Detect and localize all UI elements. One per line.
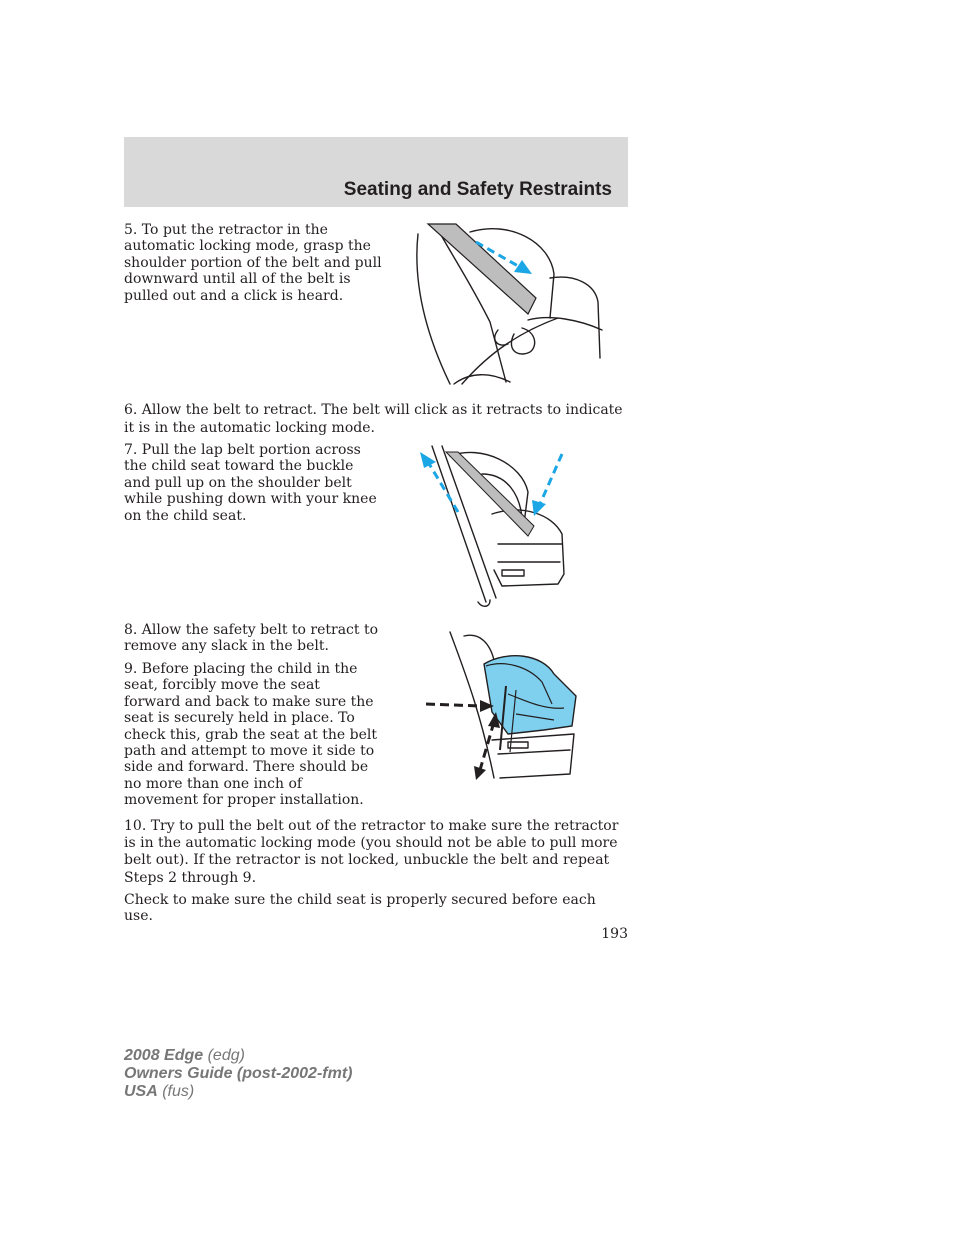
section-header <box>124 137 628 207</box>
retractor-illustration <box>410 222 606 386</box>
step-7-text: 7. Pull the lap belt portion across the child seat toward the buckle and pull up on the shoulder belt while pushing down with your knee on the child seat. <box>124 442 377 524</box>
footer-line-market: USA (fus) <box>124 1083 195 1100</box>
step-6-text: 6. Allow the belt to retract. The belt will click as it retracts to indicate it is in the automatic locking mode. <box>124 402 623 436</box>
step-8-text: 8. Allow the safety belt to retract to remove any slack in the belt. <box>124 622 379 655</box>
closing-note: Check to make sure the child seat is properly secured before each use. <box>124 892 596 925</box>
lap-belt-illustration <box>412 444 572 608</box>
step-5-text: 5. To put the retractor in the automatic locking mode, grasp the shoulder portion of the belt and pull downward until all of the belt is pulled out and a click is heard. <box>124 222 382 304</box>
footer-line-model: 2008 Edge (edg) <box>124 1047 245 1064</box>
document-footer <box>124 1047 352 1101</box>
page-number: 193 <box>601 926 628 942</box>
step-10-text: 10. Try to pull the belt out of the retractor to make sure the retractor is in the automatic locking mode (you should not be able to pull more belt out). If the retractor is not locked, unbuckle the belt and repeat Steps 2 through 9. <box>124 818 619 886</box>
footer-line-guide: Owners Guide (post-2002-fmt) <box>124 1065 353 1082</box>
seat-movement-illustration <box>424 630 580 780</box>
section-title: Seating and Safety Restraints <box>343 179 612 200</box>
step-9-text: 9. Before placing the child in the seat, forcibly move the seat forward and back to make sure the seat is securely held in place. To check this, grab the seat at the belt path and attempt to move it side to side and forward. There should be no more than one inch of movement for proper installation. <box>124 661 377 809</box>
